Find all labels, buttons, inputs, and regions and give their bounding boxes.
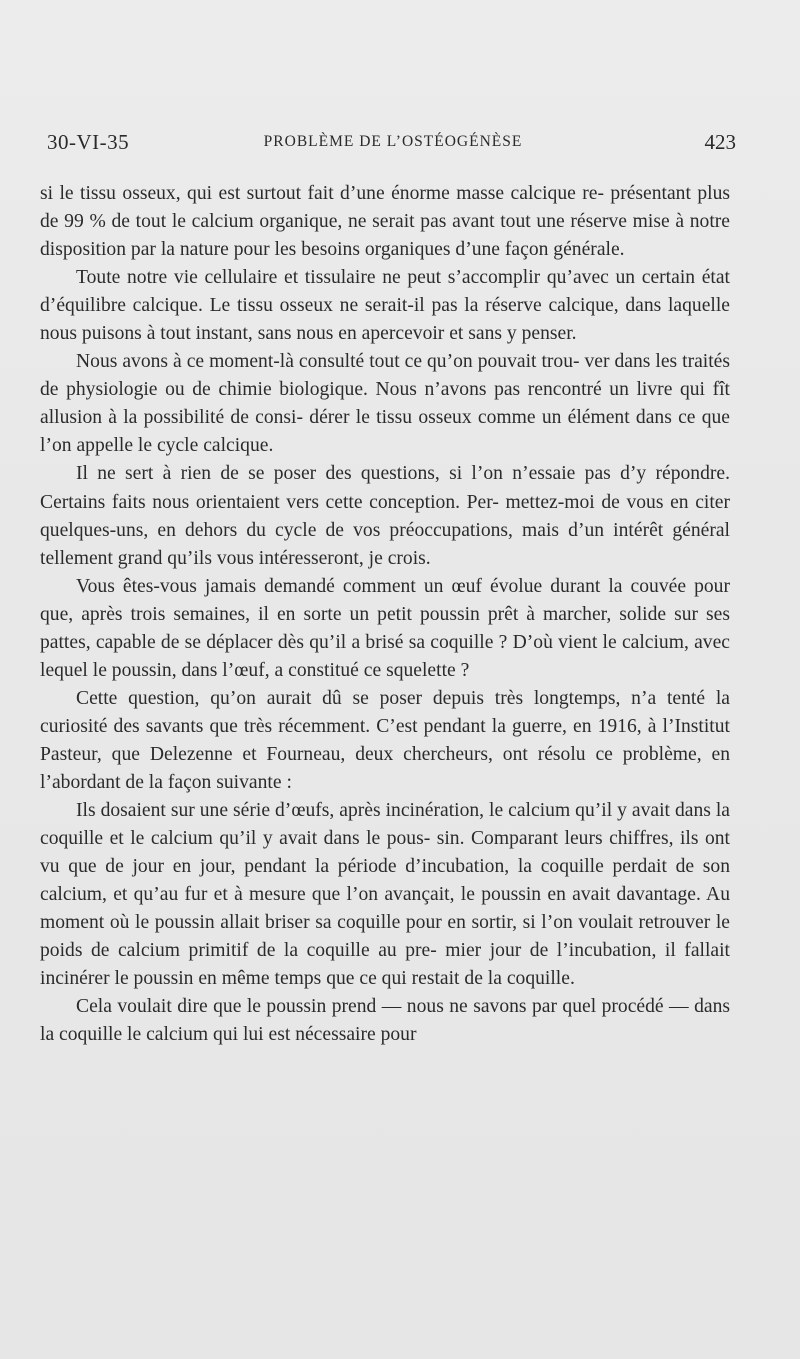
paragraph: Toute notre vie cellulaire et tissulaire ne peut s’accomplir qu’avec un certain état d’équilibre calcique. Le tissu osseux ne serait-il pas la réserve calcique, dans laquelle nous puisons à tout instant, sans nous en apercevoir et sans y penser. (40, 267, 730, 345)
paragraph: si le tissu osseux, qui est surtout fait d’une énorme masse calcique re- présentant plus de 99 % de tout le calcium organique, ne serait pas avant tout une réserve mise à notre disposition par la nature pour les besoins organiques d’une façon générale. (40, 183, 730, 261)
paragraph: Nous avons à ce moment-là consulté tout ce qu’on pouvait trou- ver dans les traités de physiologie ou de chimie biologique. Nous n’avons pas rencontré un livre qui fît allusion à la possibilité de consi- dérer le tissu osseux comme un élément dans ce que l’on appelle le cycle calcique. (40, 351, 730, 457)
page-number: 423 (704, 130, 736, 154)
chapter-title: PROBLÈME DE L’OSTÉOGÉNÈSE (263, 133, 523, 150)
paragraph: Cette question, qu’on aurait dû se poser depuis très longtemps, n’a tenté la curiosité des savants que très récemment. C’est pendant la guerre, en 1916, à l’Institut Pasteur, que Delezenne et Fourneau, deux chercheurs, ont résolu ce problème, en l’abordant de la façon suivante : (40, 687, 730, 793)
header-date: 30-VI-35 (47, 130, 130, 154)
paragraph: Cela voulait dire que le poussin prend — nous ne savons par quel procédé — dans la coquille le calcium qui lui est nécessaire pour (40, 996, 730, 1046)
body-text (40, 180, 730, 1049)
paragraph: Vous êtes-vous jamais demandé comment un œuf évolue durant la couvée pour que, après trois semaines, il en sorte un petit poussin prêt à marcher, solide sur ses pattes, capable de se déplacer dès qu’il a brisé sa coquille ? D’où vient le calcium, avec lequel le poussin, dans l’œuf, a constitué ce squelette ? (40, 575, 730, 681)
running-head (47, 130, 739, 158)
paragraph: Ils dosaient sur une série d’œufs, après incinération, le calcium qu’il y avait dans la coquille et le calcium qu’il y avait dans le pous- sin. Comparant leurs chiffres, ils ont vu que de jour en jour, pendant la période d’incubation, la coquille perdait de son calcium, et qu’au fur et à mesure que l’on avançait, le poussin en avait davantage. Au moment où le poussin allait briser sa coquille pour en sortir, si l’on voulait retrouver le poids de calcium primitif de la coquille au pre- mier jour de l’incubation, il fallait incinérer le poussin en même temps que ce qui restait de la coquille. (40, 800, 730, 990)
paragraph: Il ne sert à rien de se poser des questions, si l’on n’essaie pas d’y répondre. Certains faits nous orientaient vers cette conception. Per- mettez-moi de vous en citer quelques-uns, en dehors du cycle de vos préoccupations, mais d’un intérêt général tellement grand qu’ils vous intéresseront, je crois. (40, 463, 730, 569)
